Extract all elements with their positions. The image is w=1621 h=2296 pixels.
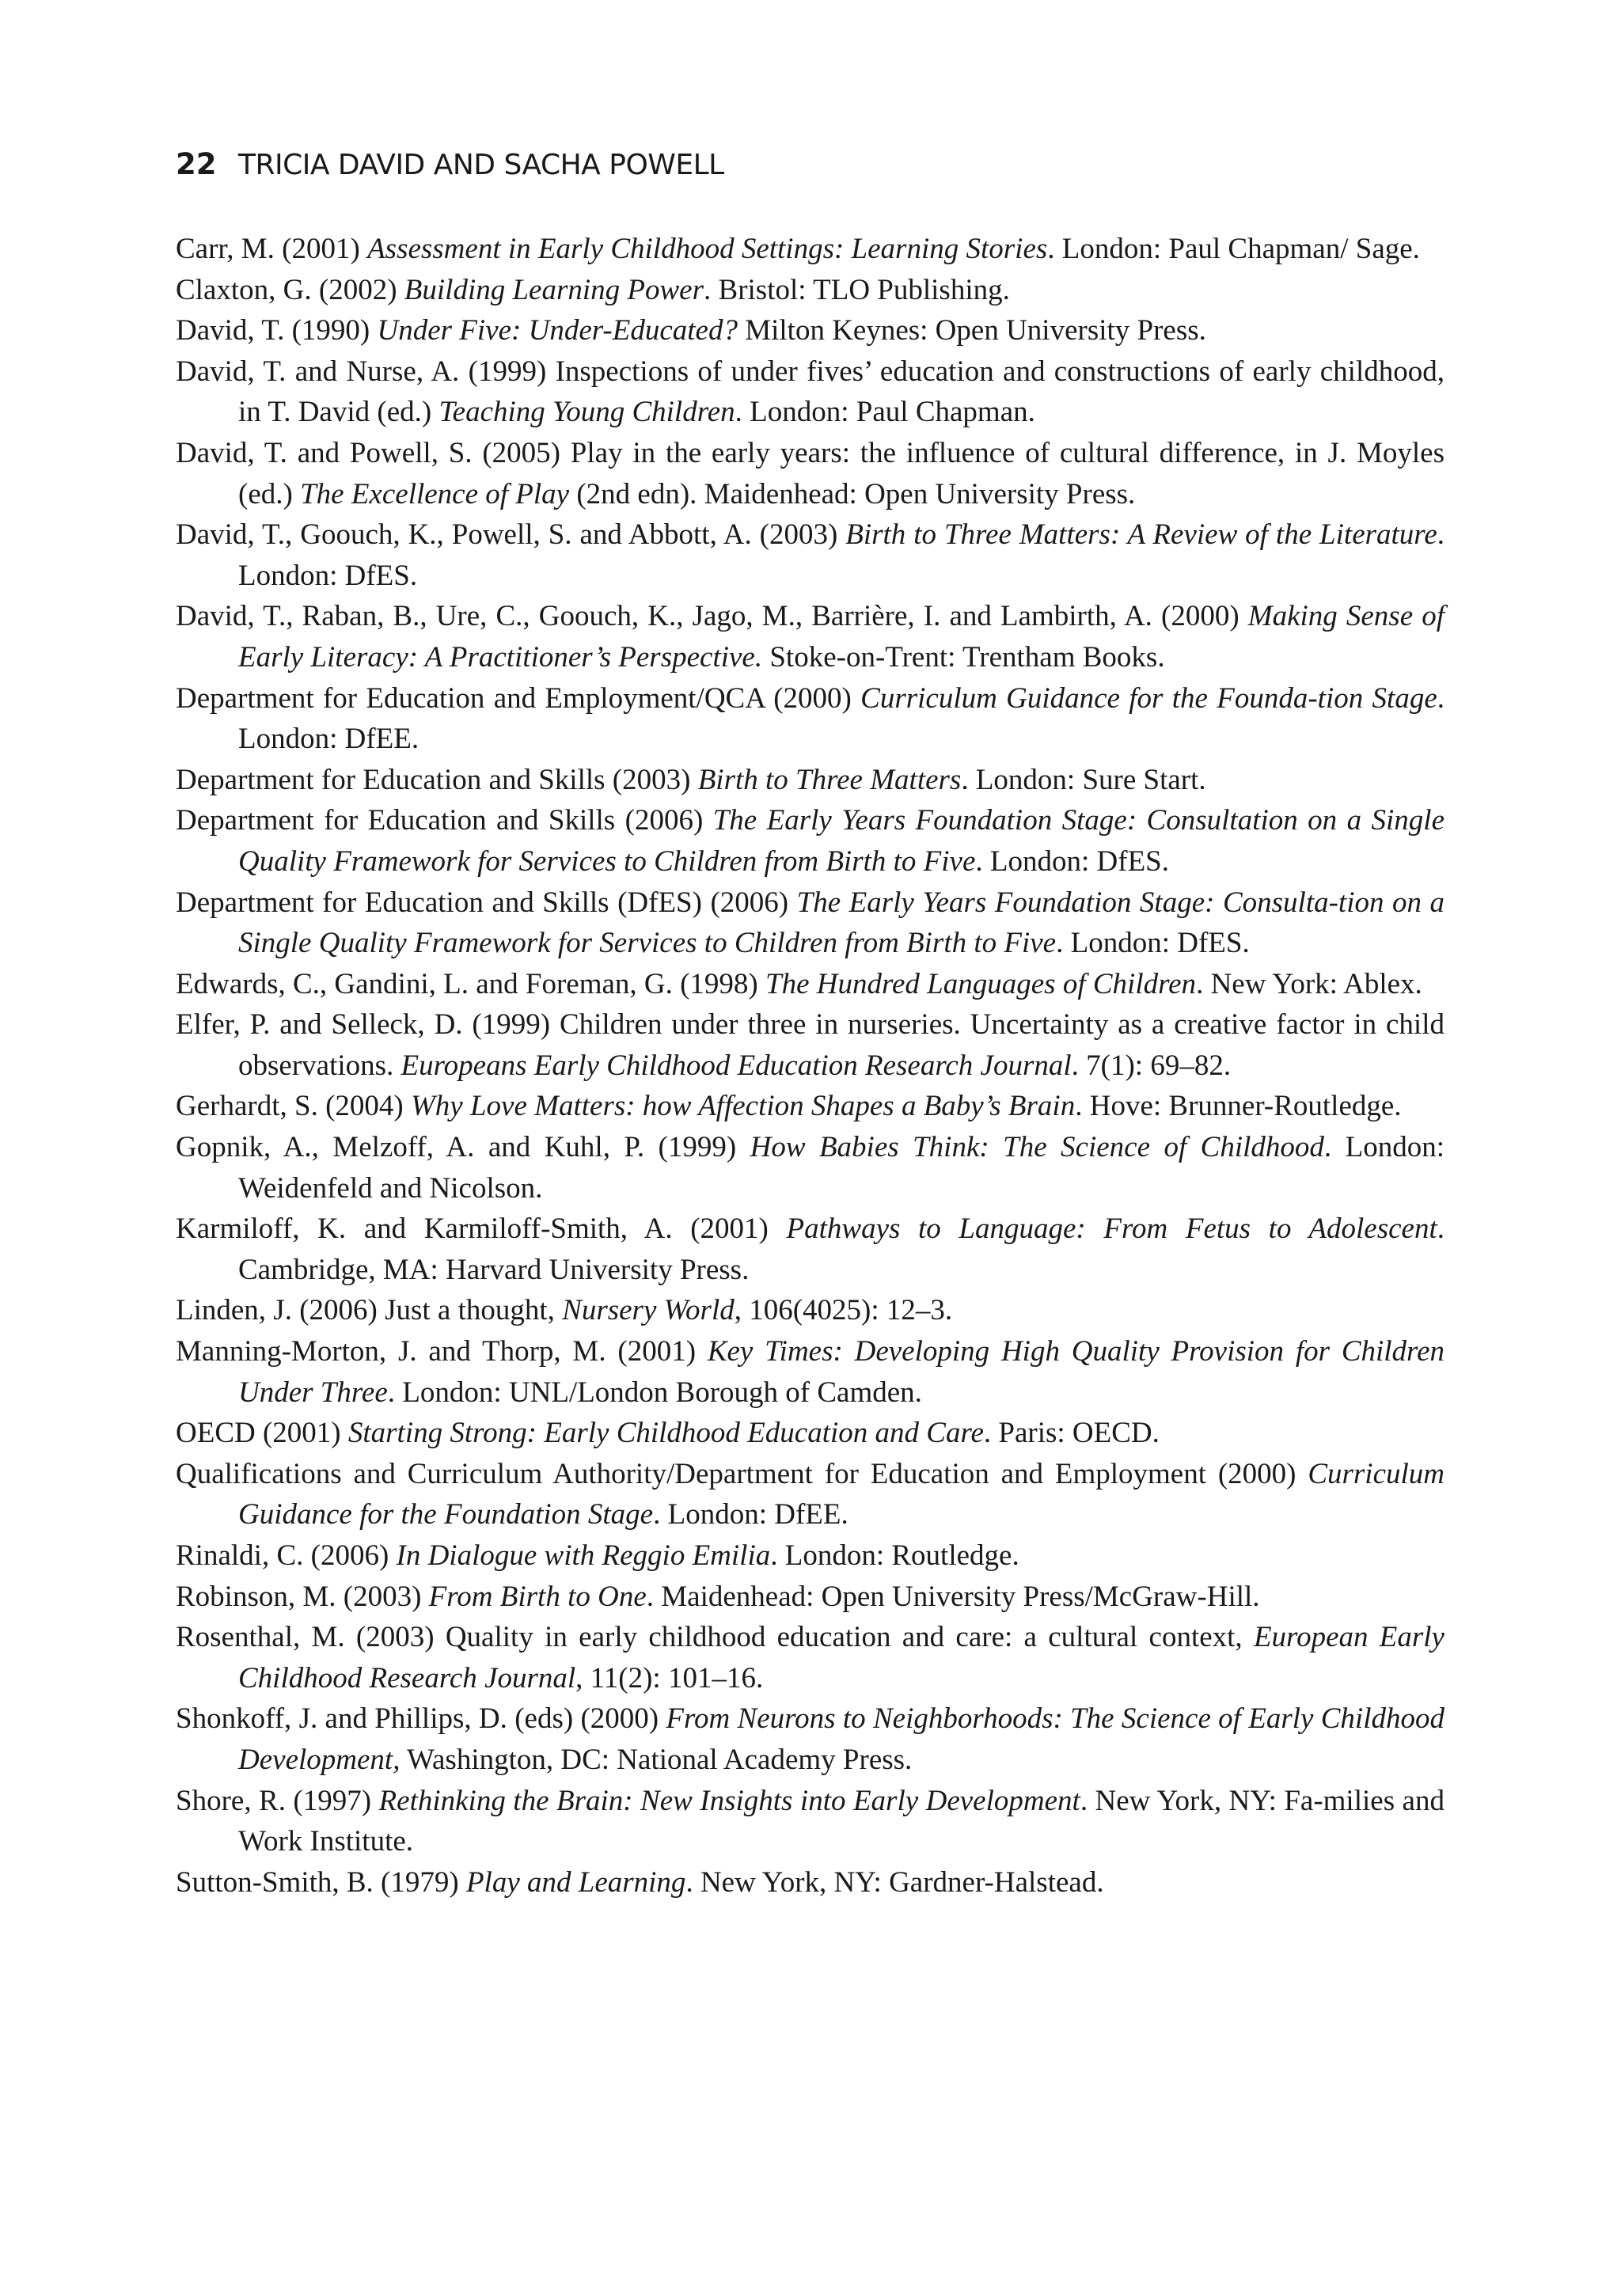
reference-entry xyxy=(176,229,1444,270)
reference-entry xyxy=(176,1127,1444,1209)
reference-text: David, T. and Powell, S. (2005) Play in the early years: the influence of cultural difference, in J. Moyles (ed.) xyxy=(176,436,1444,510)
reference-entry xyxy=(176,1781,1444,1862)
reference-title: The Early Years Foundation Stage: Consulta-tion on a Single Quality Framework for Services to Children from Birth to Five xyxy=(238,886,1445,960)
reference-title: Curriculum Guidance for the Foundation Stage xyxy=(238,1457,1444,1531)
reference-entry xyxy=(176,270,1444,311)
reference-publication: (2nd edn). Maidenhead: Open University Press. xyxy=(569,477,1136,510)
reference-text: Rosenthal, M. (2003) Quality in early childhood education and care: a cultural context, xyxy=(176,1621,1254,1654)
reference-text: David, T. (1990) xyxy=(176,314,378,347)
reference-title: From Neurons to Neighborhoods: The Science of Early Childhood Development, xyxy=(238,1702,1444,1776)
reference-text: Department for Education and Skills (DfES) (2006) xyxy=(176,886,797,919)
reference-entry xyxy=(176,1331,1444,1413)
running-title: TRICIA DAVID AND SACHA POWELL xyxy=(237,149,724,181)
reference-publication: . London: DfES. xyxy=(238,518,1444,592)
reference-entry xyxy=(176,678,1444,760)
reference-publication: . London: Paul Chapman. xyxy=(735,396,1035,429)
reference-title: Building Learning Power xyxy=(404,273,704,306)
reference-publication: . London: DfEE. xyxy=(238,681,1444,756)
reference-title: Why Love Matters: how Affection Shapes a Baby’s Brain xyxy=(410,1090,1076,1123)
reference-text: Department for Education and Skills (2003) xyxy=(176,763,698,796)
reference-entry xyxy=(176,351,1444,433)
reference-text: Gerhardt, S. (2004) xyxy=(176,1090,411,1123)
reference-title: The Excellence of Play xyxy=(300,477,570,510)
reference-entry xyxy=(176,1209,1444,1290)
reference-text: David, T., Goouch, K., Powell, S. and Abbott, A. (2003) xyxy=(176,518,846,552)
reference-text: Linden, J. (2006) Just a thought, xyxy=(176,1294,563,1327)
reference-publication: Washington, DC: National Academy Press. xyxy=(400,1743,913,1776)
reference-publication: . London: Paul Chapman/ Sage. xyxy=(1047,233,1420,265)
reference-list xyxy=(176,229,1444,1903)
reference-publication: . Hove: Brunner-Routledge. xyxy=(1075,1090,1402,1123)
reference-text: Claxton, G. (2002) xyxy=(176,273,404,306)
reference-entry xyxy=(176,1290,1444,1331)
reference-publication: . New York: Ablex. xyxy=(1196,967,1422,1000)
reference-entry xyxy=(176,800,1444,882)
reference-text: Rinaldi, C. (2006) xyxy=(176,1539,397,1572)
reference-text: Edwards, C., Gandini, L. and Foreman, G. (1998) xyxy=(176,967,766,1000)
reference-publication: . London: Sure Start. xyxy=(961,763,1206,796)
reference-publication: . Maidenhead: Open University Press/McGraw-Hill. xyxy=(646,1580,1260,1613)
reference-text: Shonkoff, J. and Phillips, D. (eds) (2000) xyxy=(176,1702,666,1736)
reference-text: Shore, R. (1997) xyxy=(176,1784,379,1817)
reference-title: Making Sense of Early Literacy: A Practitioner’s Perspective. xyxy=(238,600,1445,674)
reference-entry xyxy=(176,596,1444,677)
reference-title: Play and Learning xyxy=(465,1865,686,1899)
reference-entry xyxy=(176,1535,1444,1577)
reference-entry xyxy=(176,964,1444,1005)
page-number: 22 xyxy=(176,147,217,181)
reference-title: Under Five: Under-Educated? xyxy=(377,314,738,347)
reference-title: Birth to Three Matters xyxy=(697,763,962,796)
reference-title: Key Times: Developing High Quality Provision for Children Under Three xyxy=(238,1335,1445,1409)
reference-entry xyxy=(176,1086,1444,1127)
reference-text: OECD (2001) xyxy=(176,1417,348,1450)
reference-title: In Dialogue with Reggio Emilia xyxy=(396,1539,771,1572)
reference-publication: . London: UNL/London Borough of Camden. xyxy=(387,1376,922,1409)
reference-entry xyxy=(176,514,1444,596)
reference-publication: . London: DfEE. xyxy=(653,1498,848,1531)
reference-entry xyxy=(176,1413,1444,1454)
reference-title: Teaching Young Children xyxy=(438,396,735,429)
reference-entry xyxy=(176,1004,1444,1086)
reference-title: How Babies Think: The Science of Childhood xyxy=(750,1131,1324,1164)
reference-publication: . London: DfES. xyxy=(1056,927,1250,960)
reference-entry xyxy=(176,1698,1444,1780)
reference-text: Elfer, P. and Selleck, D. (1999) Children under three in nurseries. Uncertainty as a creative factor in child observations. xyxy=(176,1008,1444,1082)
reference-publication: . Bristol: TLO Publishing. xyxy=(704,273,1010,306)
reference-title: Rethinking the Brain: New Insights into Early Development xyxy=(378,1784,1080,1817)
reference-text: Department for Education and Employment/QCA (2000) xyxy=(176,681,861,715)
reference-text: Gopnik, A., Melzoff, A. and Kuhl, P. (1999) xyxy=(176,1131,750,1164)
reference-text: Karmiloff, K. and Karmiloff-Smith, A. (2001) xyxy=(176,1213,787,1246)
reference-entry xyxy=(176,1862,1444,1903)
reference-publication: Milton Keynes: Open University Press. xyxy=(737,314,1206,347)
reference-entry xyxy=(176,760,1444,801)
reference-entry xyxy=(176,882,1444,964)
reference-title: European Early Childhood Research Journal xyxy=(238,1621,1444,1694)
reference-publication: , 11(2): 101–16. xyxy=(575,1661,764,1694)
reference-publication: . Cambridge, MA: Harvard University Press. xyxy=(238,1213,1444,1286)
reference-title: Europeans Early Childhood Education Research Journal xyxy=(401,1049,1072,1082)
reference-text: Sutton-Smith, B. (1979) xyxy=(176,1865,466,1899)
reference-entry xyxy=(176,1617,1444,1698)
reference-publication: Stoke-on-Trent: Trentham Books. xyxy=(762,640,1165,674)
reference-title: Starting Strong: Early Childhood Education and Care xyxy=(347,1417,984,1450)
reference-title: From Birth to One xyxy=(428,1580,647,1613)
reference-text: David, T. and Nurse, A. (1999) Inspections of under fives’ education and constructions of early childhood, in T. David (ed.) xyxy=(176,355,1444,429)
reference-publication: . London: Routledge. xyxy=(770,1539,1019,1572)
reference-entry xyxy=(176,310,1444,351)
reference-title: Assessment in Early Childhood Settings: Learning Stories xyxy=(367,233,1048,265)
reference-text: Carr, M. (2001) xyxy=(176,233,368,265)
reference-title: The Early Years Foundation Stage: Consultation on a Single Quality Framework for Services to Children from Birth to Five xyxy=(238,804,1444,878)
reference-publication: . Paris: OECD. xyxy=(983,1417,1160,1450)
reference-entry xyxy=(176,1454,1444,1535)
reference-title: Nursery World xyxy=(562,1294,735,1327)
reference-publication: , 106(4025): 12–3. xyxy=(734,1294,953,1327)
reference-title: Birth to Three Matters: A Review of the Literature xyxy=(845,518,1437,552)
reference-text: Department for Education and Skills (2006) xyxy=(176,804,713,837)
reference-text: Manning-Morton, J. and Thorp, M. (2001) xyxy=(176,1335,708,1368)
reference-title: Pathways to Language: From Fetus to Adolescent xyxy=(786,1213,1437,1246)
reference-entry xyxy=(176,433,1444,514)
reference-text: Qualifications and Curriculum Authority/Department for Education and Employment (2000) xyxy=(176,1457,1308,1490)
reference-title: Curriculum Guidance for the Founda-tion Stage xyxy=(860,681,1437,715)
reference-publication: . London: Weidenfeld and Nicolson. xyxy=(238,1131,1444,1205)
reference-entry xyxy=(176,1577,1444,1618)
reference-text: Robinson, M. (2003) xyxy=(176,1580,429,1613)
reference-publication: . New York, NY: Gardner-Halstead. xyxy=(685,1865,1104,1899)
reference-title: The Hundred Languages of Children xyxy=(765,967,1197,1000)
reference-publication: . London: DfES. xyxy=(975,844,1169,878)
reference-text: David, T., Raban, B., Ure, C., Goouch, K., Jago, M., Barrière, I. and Lambirth, A. (2000) xyxy=(176,600,1248,633)
running-head xyxy=(176,149,724,181)
reference-publication: . 7(1): 69–82. xyxy=(1071,1049,1232,1082)
reference-publication: . New York, NY: Fa-milies and Work Institute. xyxy=(238,1784,1444,1858)
